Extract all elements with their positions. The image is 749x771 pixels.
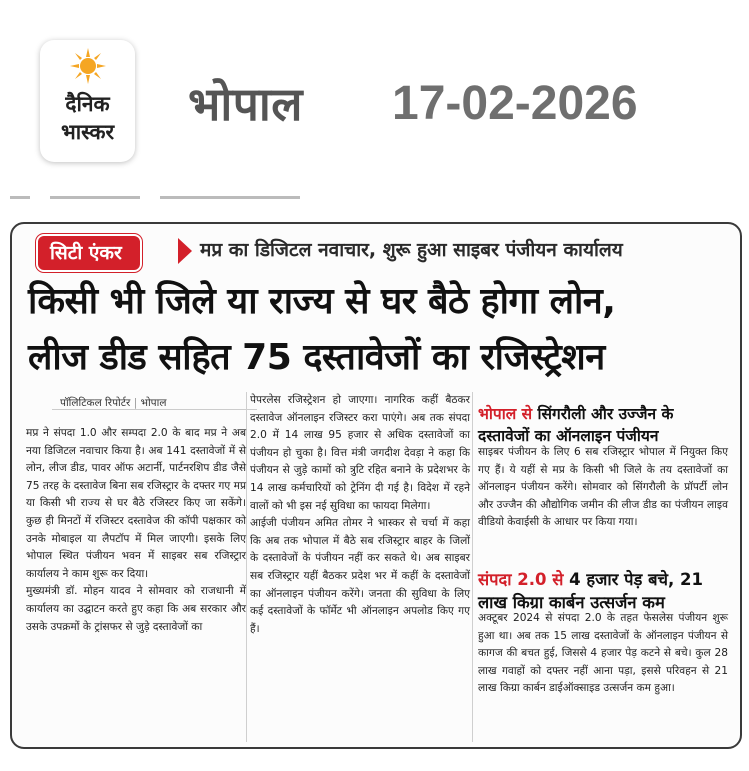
body-column-1: मप्र ने संपदा 1.0 और सम्पदा 2.0 के बाद मप्र ने अब नया डिजिटल नवाचार किया है। अब 141 दस्तावेजों में से लोन, लीज डीड, पावर ऑफ अटार्नी, पार्टनरशिप डीड जैसे 75 तरह के दस्तावेज बिना सब रजिस्ट्रार के दफ्तर गए मप्र या किसी भी राज्य से घर बैठे रजिस्टर किए जा सकेंगे। कुछ ही मिनटों में रजिस्टर दस्तावेज की कॉपी पक्षकार को उनके मोबाइल या लैपटॉप में मिल जाएगी। इसके लिए भोपाल स्थित पंजीयन भवन में साइबर सब रजिस्ट्रार कार्यालय ने काम शुरू कर दिया। मुख्यमंत्री डॉ. मोहन यादव ने सोमवार को राजधानी में कार्यालय का उद्घाटन करते हुए कहा कि अब सरकार और उसके उपक्रमों के ट्रांसफर से जुड़े दस्तावेजों का [26, 427, 246, 633]
strip-fragment [10, 196, 30, 199]
subheading-2-line-1 [478, 567, 703, 590]
byline-separator: | [133, 397, 141, 409]
byline-role: पॉलिटिकल रिपोर्टर [60, 397, 131, 409]
logo-text-bhaskar: भास्कर [60, 120, 115, 144]
article-kicker: मप्र का डिजिटल नवाचार, शुरू हुआ साइबर पंजीयन कार्यालय [200, 239, 623, 261]
byline [60, 396, 166, 410]
logo-text-dainik: दैनिक [65, 92, 110, 116]
strip-fragment [160, 196, 300, 199]
dainik-bhaskar-logo [40, 40, 135, 162]
subheading-1-rest: सिंगरौली और उज्जैन के [532, 405, 674, 423]
sun-icon [70, 48, 106, 84]
column-divider [246, 392, 247, 742]
column-divider [472, 392, 473, 742]
section-tag: सिटी एंकर [36, 234, 142, 272]
headline-line-1: किसी भी जिले या राज्य से घर बैठे होगा लोन, [28, 281, 616, 322]
body-column-2: पेपरलेस रजिस्ट्रेशन हो जाएगा। नागरिक कहीं बैठकर दस्तावेज ऑनलाइन रजिस्टर करा पाएंगे। अब तक संपदा 2.0 में 14 लाख 95 हजार से अधिक दस्तावेजों का पंजीयन हो चुका है। वित्त मंत्री जगदीश देवड़ा ने कहा कि पंजीयन से जुड़े कामों को त्रुटि रहित बनाने के प्रदेशभर के 14 लाख कर्मचारियों को ट्रेनिंग दी गई है। विदेश में रहने वालों को भी इस नई सुविधा का फायदा मिलेगा। आईजी पंजीयन अमित तोमर ने भास्कर से चर्चा में कहा कि अब तक भोपाल में बैठे सब रजिस्ट्रार बाहर के जिलों के दस्तावेजों के पंजीयन नहीं कर सकते थे। अब साइबर सब रजिस्ट्रार यहीं बैठकर प्रदेश भर में कहीं के दस्तावेजों का ऑनलाइन पंजीयन करेंगे। जनता की सुविधा के लिए कई दस्तावेजों के फॉर्मेट भी ऑनलाइन अपलोड किए गए हैं। [250, 394, 470, 635]
tag-arrow-icon [178, 238, 192, 264]
cropped-text-strip [10, 193, 738, 205]
byline-place: भोपाल [140, 397, 167, 409]
edition-date: 17-02-2026 [392, 77, 638, 130]
subheading-1-line-2: दस्तावेजों का ऑनलाइन पंजीयन [478, 427, 659, 445]
body-column-3-part-1: साइबर पंजीयन के लिए 6 सब रजिस्ट्रार भोपाल में नियुक्त किए गए हैं। ये यहीं से मप्र के किसी भी जिले के तय दस्तावेजों का ऑनलाइन पंजीयन करेंगे। सोमवार को सिंगरौली के प्रॉपर्टी लोन और उज्जैन की औद्योगिक जमीन की लीज डीड का पंजीयन लाइव वीडियो केवाईसी के आधार पर किया गया। [478, 446, 728, 529]
city-name: भोपाल [188, 77, 303, 131]
strip-fragment [50, 196, 140, 199]
subheading-2-highlight: संपदा 2.0 से [478, 570, 564, 589]
subheading-2-rest: 4 हजार पेड़ बचे, 21 [563, 570, 703, 589]
subheading-2-line-2: लाख किग्रा कार्बन उत्सर्जन कम [478, 593, 665, 612]
byline-rule [52, 409, 257, 410]
subheading-1-highlight: भोपाल से [478, 405, 533, 423]
subheading-1-line-1 [478, 402, 673, 424]
headline-line-2: लीज डीड सहित 75 दस्तावेजों का रजिस्ट्रेशन [28, 337, 605, 378]
body-column-3-part-2: अक्टूबर 2024 से संपदा 2.0 के तहत फेसलेस पंजीयन शुरू हुआ था। अब तक 15 लाख दस्तावेजों के ऑनलाइन पंजीयन से कागज की बचत हुई, जिससे 4 हजार पेड़ कटने से बचे। कुल 28 लाख गवाहों को दफ्तर नहीं आना पड़ा, इससे परिवहन से 21 लाख किग्रा कार्बन डाईऑक्साइड उत्सर्जन कम हुआ। [478, 612, 728, 695]
news-article [10, 222, 742, 749]
